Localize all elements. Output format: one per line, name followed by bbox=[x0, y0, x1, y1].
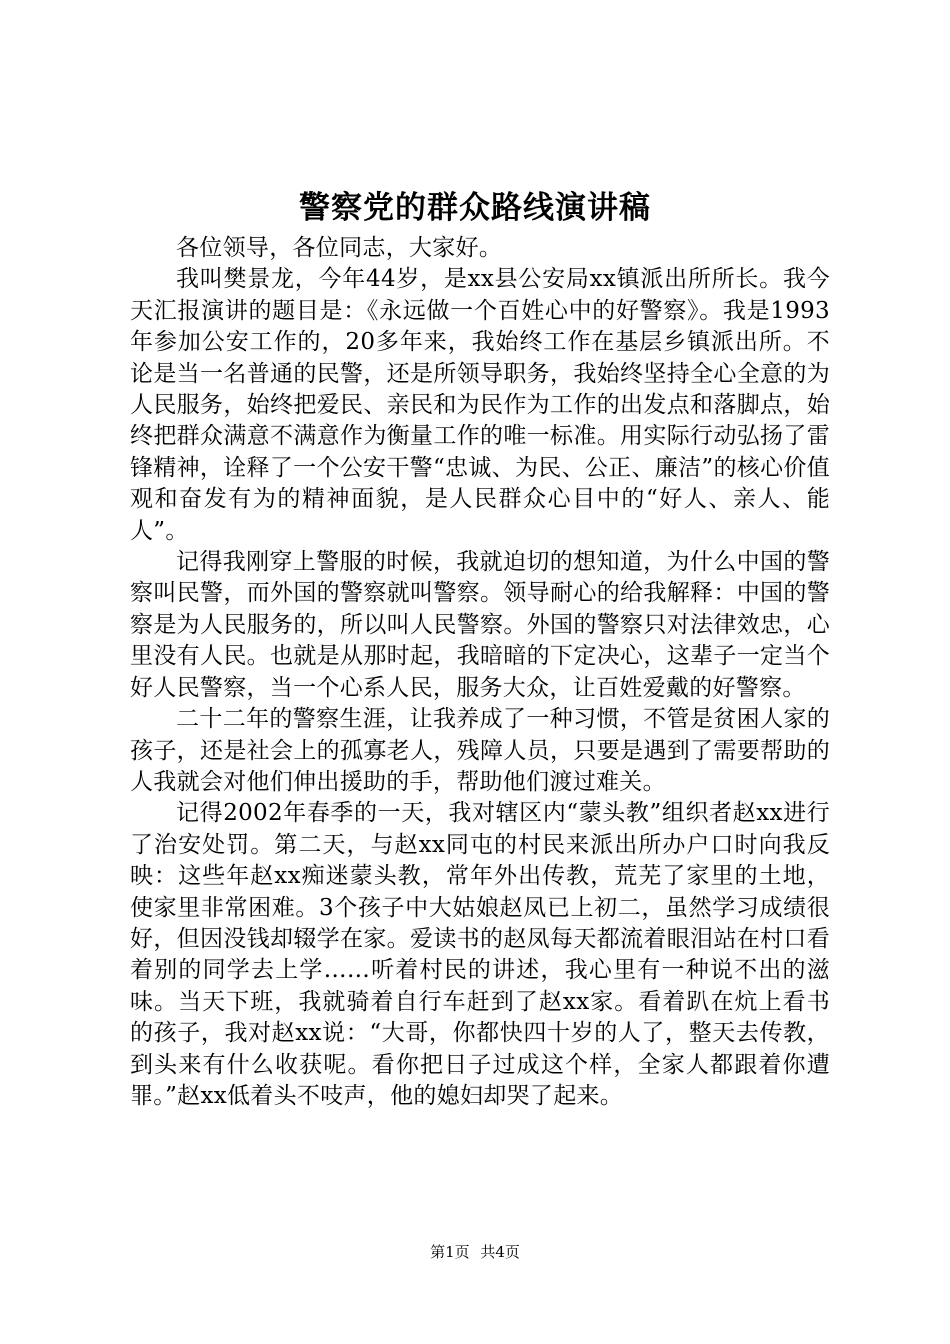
paragraph-greeting: 各位领导，各位同志，大家好。 bbox=[176, 235, 503, 261]
paragraph-introduction: 我叫樊景龙，今年44岁，是xx县公安局xx镇派出所所长。我今天汇报演讲的题目是：《永远做一个百姓心中的好警察》。我是1993年参加公安工作的，20多年来，我始终工作在基层乡镇派出所。不论是当一名普通的民警，还是所领导职务，我始终坚持全心全意的为人民服务，始终把爱民、亲民和为民作为工作的出发点和落脚点，始终把群众满意不满意作为衡量工作的唯一标准。用实际行动弘扬了雷锋精神，诠释了一个公安干警“忠诚、为民、公正、廉洁”的核心价值观和奋发有为的精神面貌，是人民群众心目中的“好人、亲人、能人”。 bbox=[130, 266, 830, 544]
document-title: 警察党的群众路线演讲稿 bbox=[299, 190, 651, 226]
paragraph-career-habit: 二十二年的警察生涯，让我养成了一种习惯，不管是贫困人家的孩子，还是社会上的孤寡老人，残障人员，只要是遇到了需要帮助的人我就会对他们伸出援助的手，帮助他们渡过难关。 bbox=[130, 706, 830, 795]
paragraph-2002-story: 记得2002年春季的一天，我对辖区内“蒙头教”组织者赵xx进行了治安处罚。第二天，与赵xx同屯的村民来派出所办户口时向我反映：这些年赵xx痴迷蒙头教，常年外出传教，荒芜了家里的土地，使家里非常困难。3个孩子中大姑娘赵凤已上初二，虽然学习成绩很好，但因没钱却辍学在家。爱读书的赵凤每天都流着眼泪站在村口看着别的同学去上学……听着村民的讲述，我心里有一种说不出的滋味。当天下班，我就骑着自行车赶到了赵xx家。看着趴在炕上看书的孩子，我对赵xx说：“大哥，你都快四十岁的人了，整天去传教，到头来有什么收获呢。看你把日子过成这个样，全家人都跟着你遭罪。”赵xx低着头不吱声，他的媳妇却哭了起来。 bbox=[130, 800, 830, 1109]
page-footer bbox=[0, 1242, 950, 1262]
paragraph-uniform-memory: 记得我刚穿上警服的时候，我就迫切的想知道，为什么中国的警察叫民警，而外国的警察就叫警察。领导耐心的给我解释：中国的警察是为人民服务的，所以叫人民警察。外国的警察只对法律效忠，心里没有人民。也就是从那时起，我暗暗的下定决心，这辈子一定当个好人民警察，当一个心系人民，服务大众，让百姓爱戴的好警察。 bbox=[130, 549, 830, 701]
document-body bbox=[130, 233, 830, 1112]
page-number: 第1页 bbox=[430, 1243, 470, 1261]
page-total: 共4页 bbox=[480, 1243, 520, 1261]
